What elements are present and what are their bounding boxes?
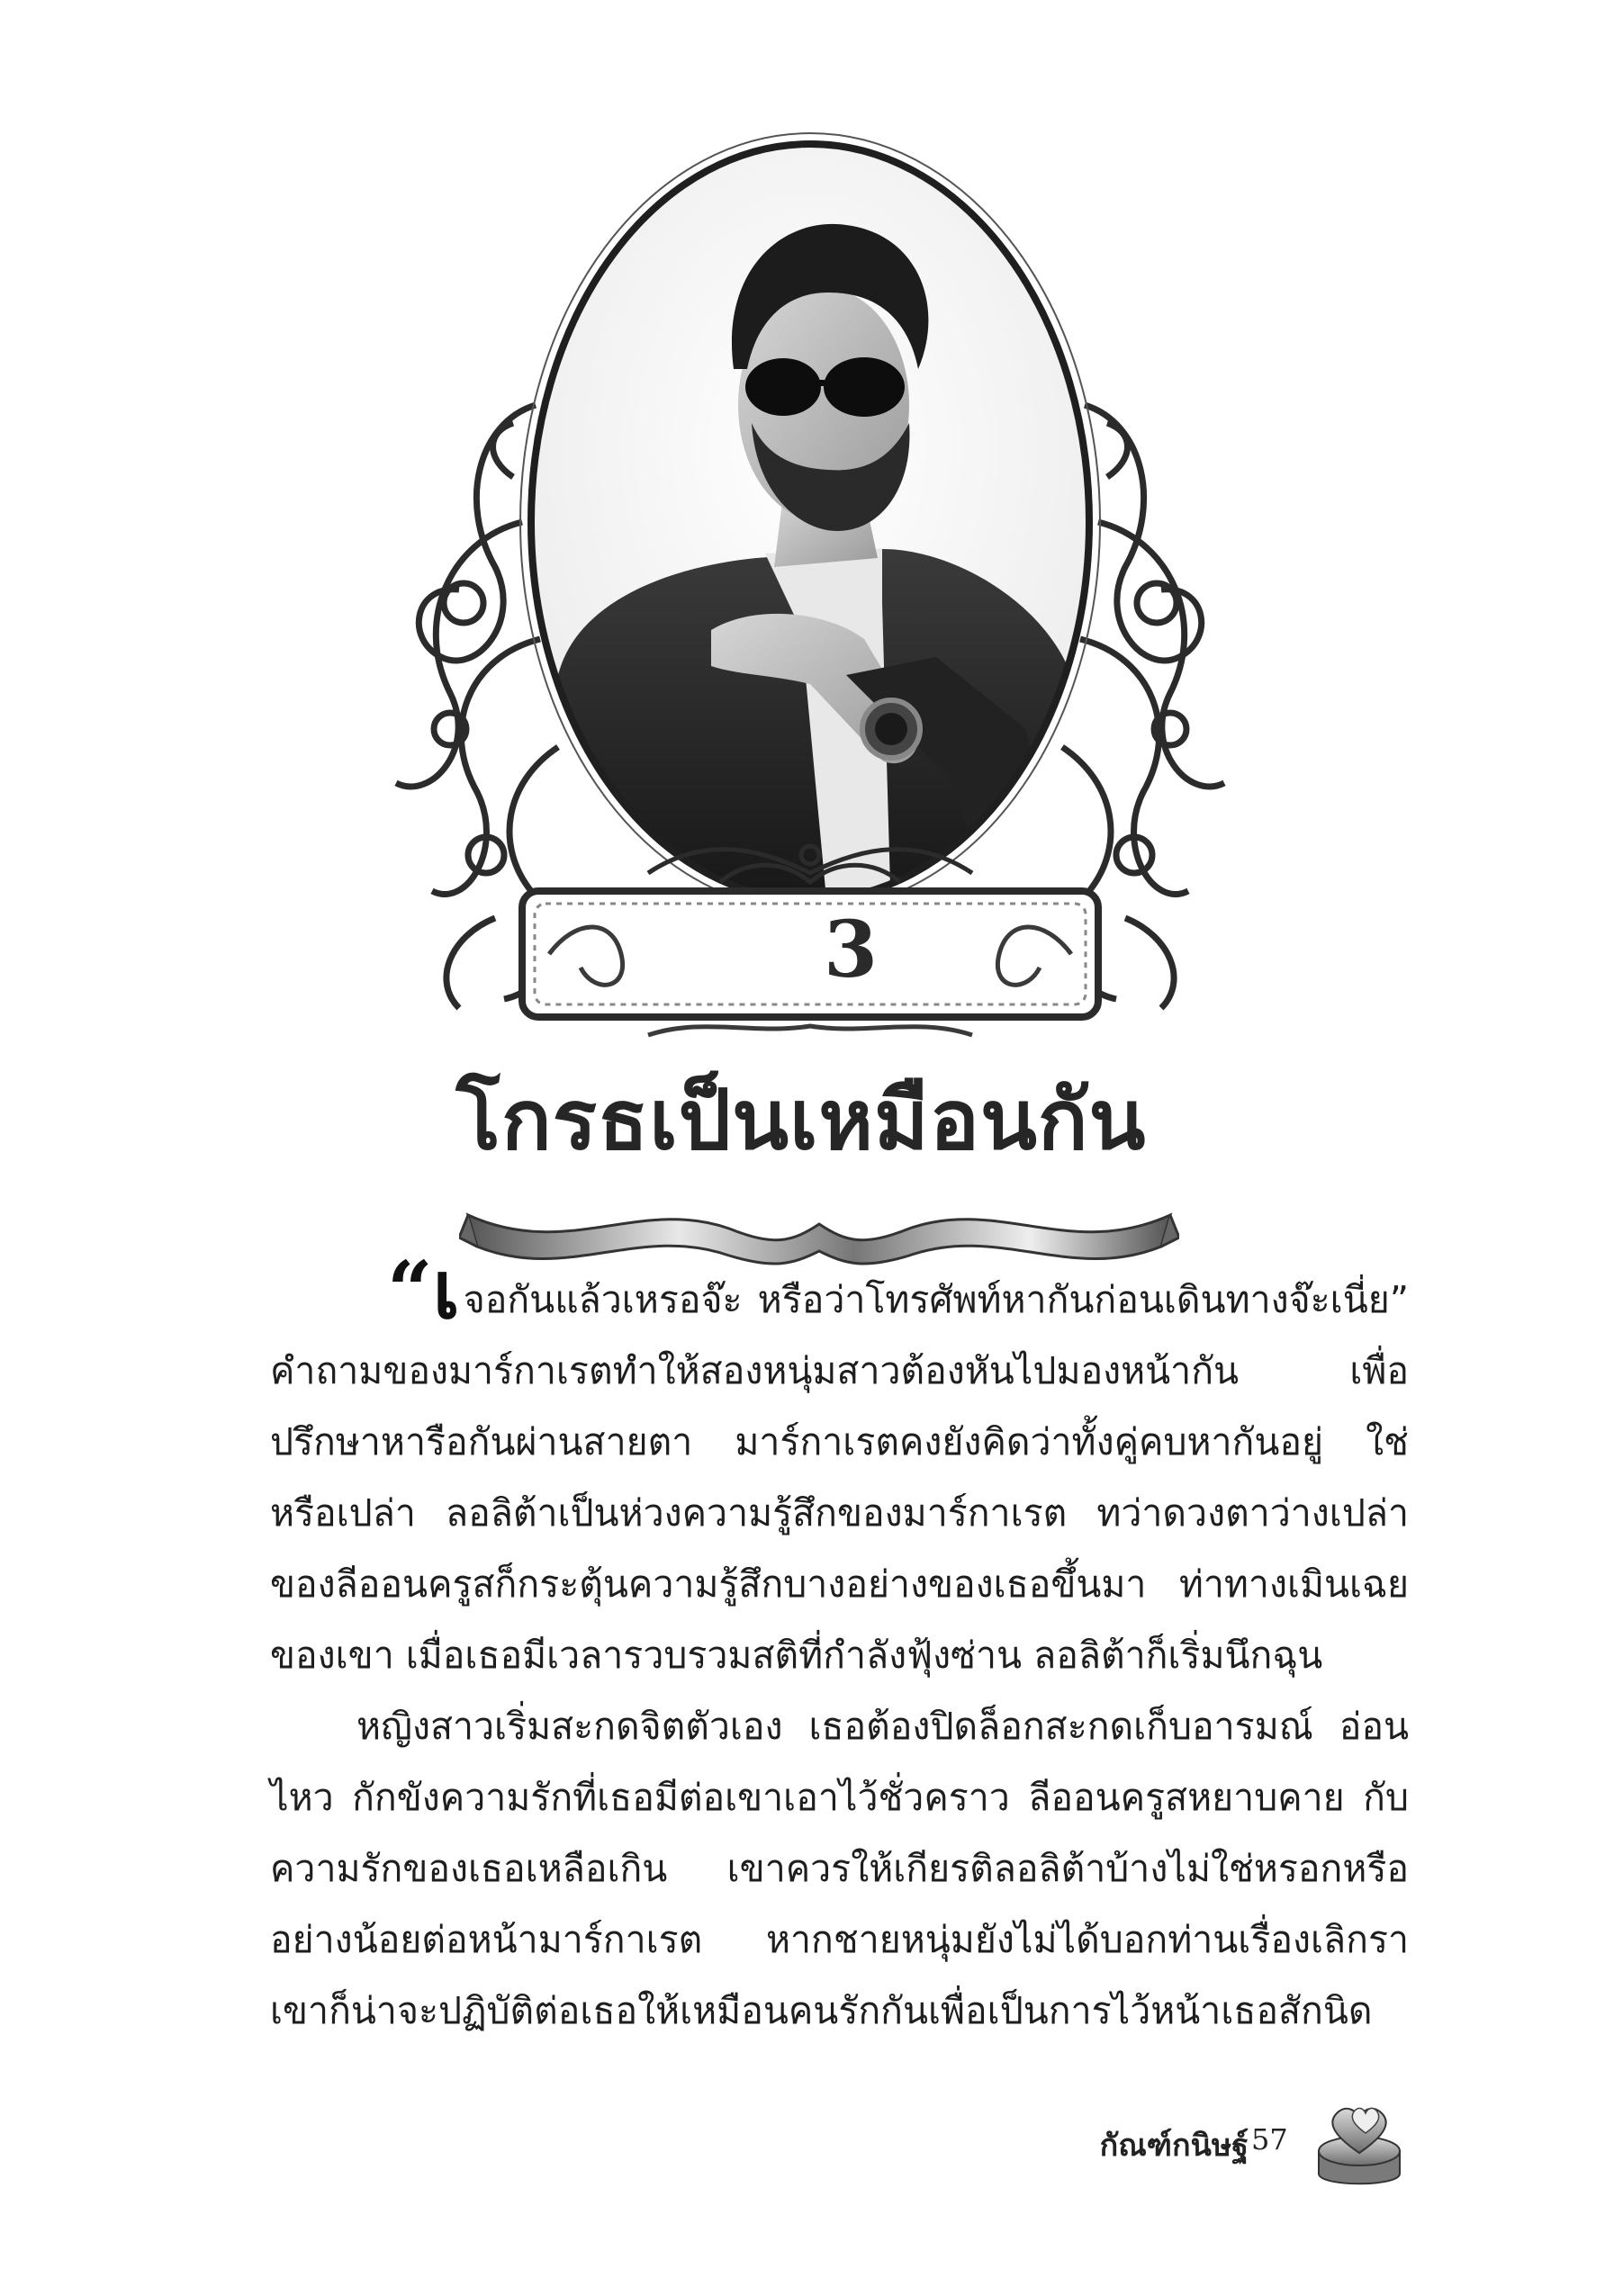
paragraph-1 [270, 1243, 1409, 1691]
page-number: 57 [1251, 2122, 1288, 2156]
heart-box-icon [1310, 2097, 1409, 2196]
footer-author: กัณฑ์กนิษฐ์ [1099, 2128, 1249, 2164]
dropcap: “เ [387, 1243, 460, 1337]
paragraph-1-text: จอกันแล้วเหรอจ๊ะ หรือว่าโทรศัพท์หากันก่อนเดินทางจ๊ะเนี่ย” คำถามของมาร์กาเรตทำให้สองหนุ่มสาวต้องหันไปมองหน้ากัน เพื่อปรึกษาหารือกันผ่านสายตา มาร์กาเรตคงยังคิดว่าทั้งคู่คบหากันอยู่ ใช่หรือเปล่า ลอลิต้าเป็นห่วงความรู้สึกของมาร์กาเรต ทว่าดวงตาว่างเปล่า ของลีออนครูสก็กระตุ้นความรู้สึกบางอย่างของเธอขึ้นมา ท่าทางเมินเฉย ของเขา เมื่อเธอมีเวลารวบรวมสติที่กำลังฟุ้งซ่าน ลอลิต้าก็เริ่มนึกฉุน [270, 1278, 1409, 1677]
chapter-title: โกรธเป็นเหมือนกัน [455, 1072, 1147, 1168]
page-footer [1035, 2097, 1413, 2196]
paragraph-2: หญิงสาวเริ่มสะกดจิตตัวเอง เธอต้องปิดล็อกสะกดเก็บอารมณ์ อ่อนไหว กักขังความรักที่เธอมีต่อเขาเอาไว้ชั่วคราว ลีออนครูสหยาบคาย กับความรักของเธอเหลือเกิน เขาควรให้เกียรติลอลิต้าบ้างไม่ใช่หรอกหรือ อย่างน้อยต่อหน้ามาร์กาเรต หากชายหนุ่มยังไม่ได้บอกท่านเรื่องเลิกรา เขาก็น่าจะปฏิบัติต่อเธอให้เหมือนคนรักกันเพื่อเป็นการไว้หน้าเธอสักนิด [270, 1705, 1409, 2032]
chapter-number: 3 [824, 904, 878, 995]
chapter-body [270, 1243, 1409, 2047]
